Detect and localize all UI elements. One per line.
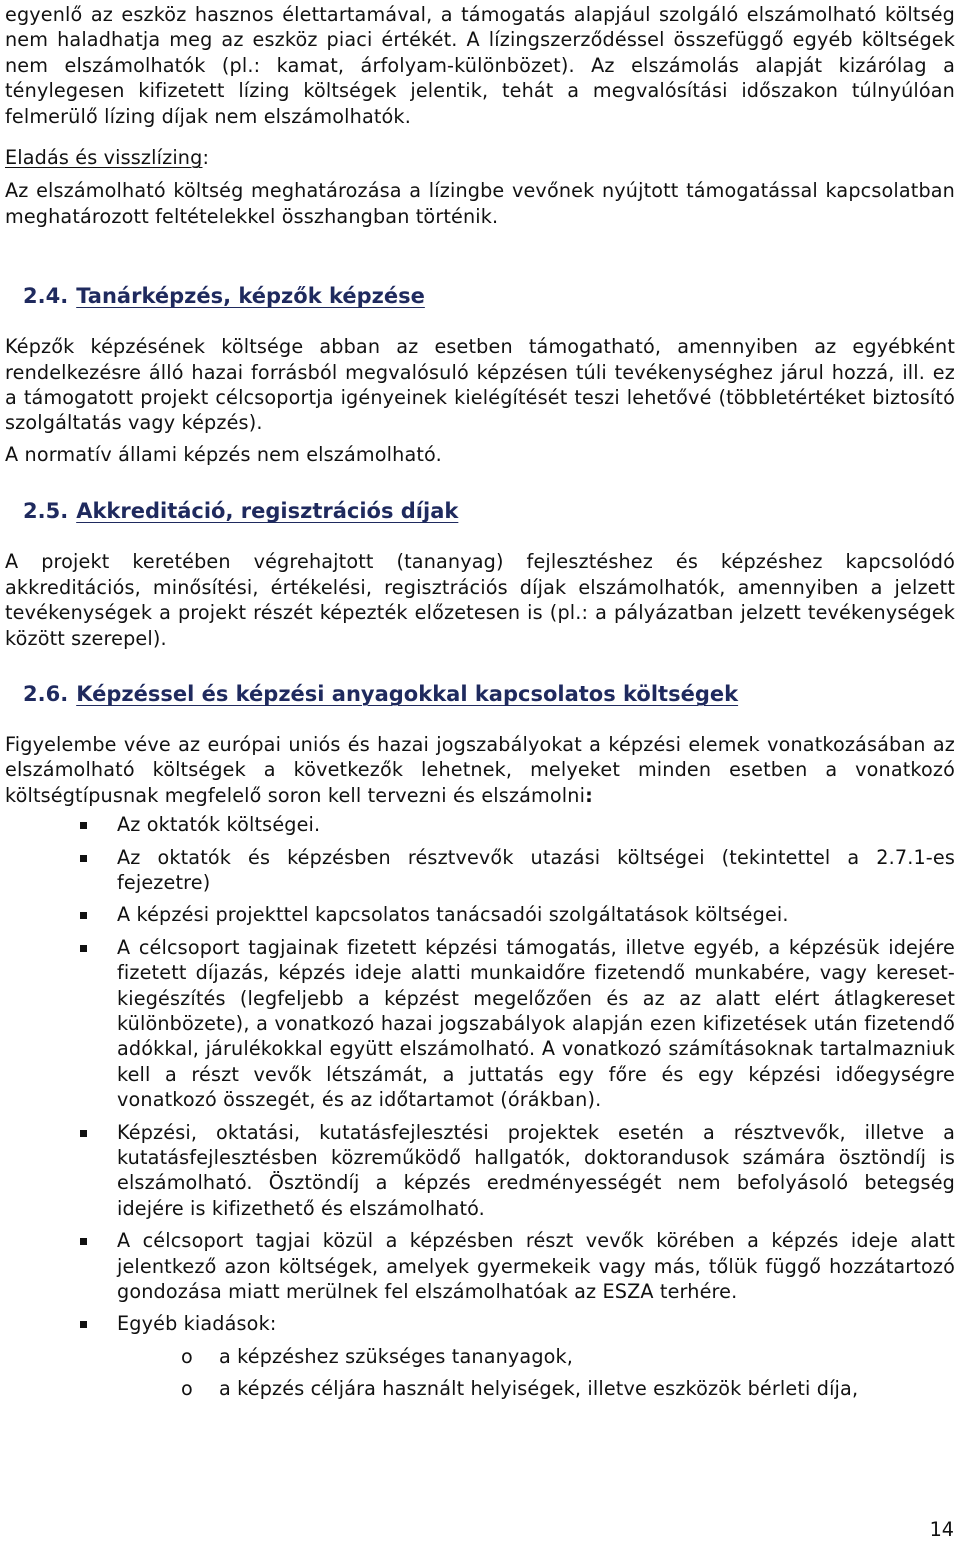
list-item-text: A célcsoport tagjainak fizetett képzési támogatás, illetve egyéb, a képzésük idejére fizetett díjazás, képzés ideje alatti munkaidőre fizetendő munkabére, vagy kereset-kiegészítés (legfeljebb a képzést megelőzően és az az alatt elért átlagkereset különbözete), a vonatkozó hazai jogszabályok alapján ezen kifizetések után fizetendő adókkal, járulékokkal együtt elszámolható. A vonatkozó számításoknak tartalmazniuk kell a részt vevők létszámát, a juttatás egy főre és egy képzési időegységre vonatkozó összegét, és az időtartamot (órákban). (117, 935, 955, 1112)
sub-list-item-text: a képzéshez szükséges tananyagok, (219, 1344, 574, 1368)
list-item (5, 1120, 955, 1222)
list-item-text: Képzési, oktatási, kutatásfejlesztési projektek esetén a résztvevők, illetve a kutatásfejlesztésben közreműködő hallgatók, doktorandusok számára ösztöndíj is elszámolható. Ösztöndíj a képzés eredményességét nem befolyásoló betegség idejére is kifizethető és elszámolható. (117, 1120, 955, 1220)
list-item-text: Az oktatók és képzésben résztvevők utazási költségei (tekintettel a 2.7.1-es fejezetre) (117, 845, 955, 894)
other-expenses-sub-list (5, 1344, 955, 1402)
square-bullet-icon (80, 822, 87, 829)
list-item-text: Az oktatók költségei. (117, 813, 321, 837)
square-bullet-icon (80, 912, 87, 919)
list-item (5, 1311, 955, 1336)
list-item-text: A célcsoport tagjai közül a képzésben részt vevők körében a képzés ideje alatt jelentkező azon költségek, amelyek gyermekeik vagy más, tőlük függő hozzátartozó gondozása miatt merülnek fel elszámolhatóak az ESZA terhére. (117, 1229, 955, 1304)
section-2-6-title: Képzéssel és képzési anyagokkal kapcsolatos költségek (76, 681, 739, 706)
sub-list-item-text: a képzés céljára használt helyiségek, illetve eszközök bérleti díja, (219, 1377, 859, 1401)
list-item-text: Egyéb kiadások: (117, 1312, 277, 1336)
cost-bullet-list (5, 812, 955, 1337)
section-2-4-paragraph-2: A normatív állami képzés nem elszámolható. (5, 442, 442, 466)
square-bullet-icon (80, 1130, 87, 1137)
section-2-4-paragraph-1: Képzők képzésének költsége abban az esetben támogatható, amennyiben az egyébként rendelkezésre álló hazai forrásból megvalósuló képzésen túli tevékenységhez járul hozzá, ill. ez a támogatott projekt célcsoportja igényeinek kielégítését teszi lehetővé (többletértéket biztosító szolgáltatás vagy képzés). (5, 335, 955, 435)
section-2-6-intro-text: Figyelembe véve az európai uniós és hazai jogszabályokat a képzési elemek vonatkozásában az elszámolható költségek a következők lehetnek, melyeket minden esetben a vonatkozó költségtípusnak megfelelő soron kell tervezni és elszámolni (5, 732, 955, 807)
list-item (5, 845, 955, 896)
section-2-4-heading (5, 282, 955, 310)
list-item (5, 902, 955, 927)
circle-bullet-icon: o (181, 1377, 193, 1401)
list-item-text: A képzési projekttel kapcsolatos tanácsadói szolgáltatások költségei. (117, 903, 789, 927)
section-2-6-number: 2.6. (23, 681, 69, 706)
section-2-5-number: 2.5. (23, 499, 69, 524)
square-bullet-icon (80, 1238, 87, 1245)
square-bullet-icon (80, 855, 87, 862)
section-2-5-title: Akkreditáció, regisztrációs díjak (76, 499, 459, 524)
sale-leaseback-heading (5, 145, 955, 170)
list-item (5, 812, 955, 837)
section-2-6-intro-colon: : (585, 783, 593, 807)
intro-paragraph: egyenlő az eszköz hasznos élettartamával, a támogatás alapjául szolgáló elszámolható költség nem haladhatja meg az eszköz piaci értékét. A lízingszerződéssel összefüggő egyéb költségek nem elszámolhatók (pl.: kamat, árfolyam-különbözet). Az elszámolás alapját kizárólag a ténylegesen kifizetett lízing költségek jelentik, tehát a megvalósítási időszakon túlnyúlóan felmerülő lízing díjak nem elszámolhatók. (5, 3, 955, 128)
document-page (5, 0, 955, 1402)
sale-leaseback-colon: : (202, 146, 210, 170)
section-2-5-paragraph: A projekt keretében végrehajtott (tananyag) fejlesztéshez és képzéshez kapcsolódó akkreditációs, minősítési, értékelési, regisztrációs díjak elszámolhatók, amennyiben a jelzett tevékenységek a projekt részét képezték előzetesen is (pl.: a pályázatban jelzett tevékenységek között szerepel). (5, 550, 955, 650)
section-2-4-title: Tanárképzés, képzők képzése (76, 284, 425, 309)
square-bullet-icon (80, 1321, 87, 1328)
section-2-5-heading (5, 497, 955, 525)
sub-list-item (5, 1376, 955, 1401)
page-number: 14 (929, 1518, 954, 1541)
circle-bullet-icon: o (181, 1344, 193, 1368)
sub-list-item (5, 1344, 955, 1369)
sale-leaseback-text: Az elszámolható költség meghatározása a lízingbe vevőnek nyújtott támogatással kapcsolatban meghatározott feltételekkel összhangban történik. (5, 179, 955, 228)
list-item (5, 1228, 955, 1304)
sale-leaseback-label: Eladás és visszlízing (5, 146, 203, 170)
section-2-4-number: 2.4. (23, 284, 69, 309)
list-item (5, 935, 955, 1113)
square-bullet-icon (80, 945, 87, 952)
section-2-6-intro (5, 732, 955, 808)
section-2-6-heading (5, 680, 955, 708)
